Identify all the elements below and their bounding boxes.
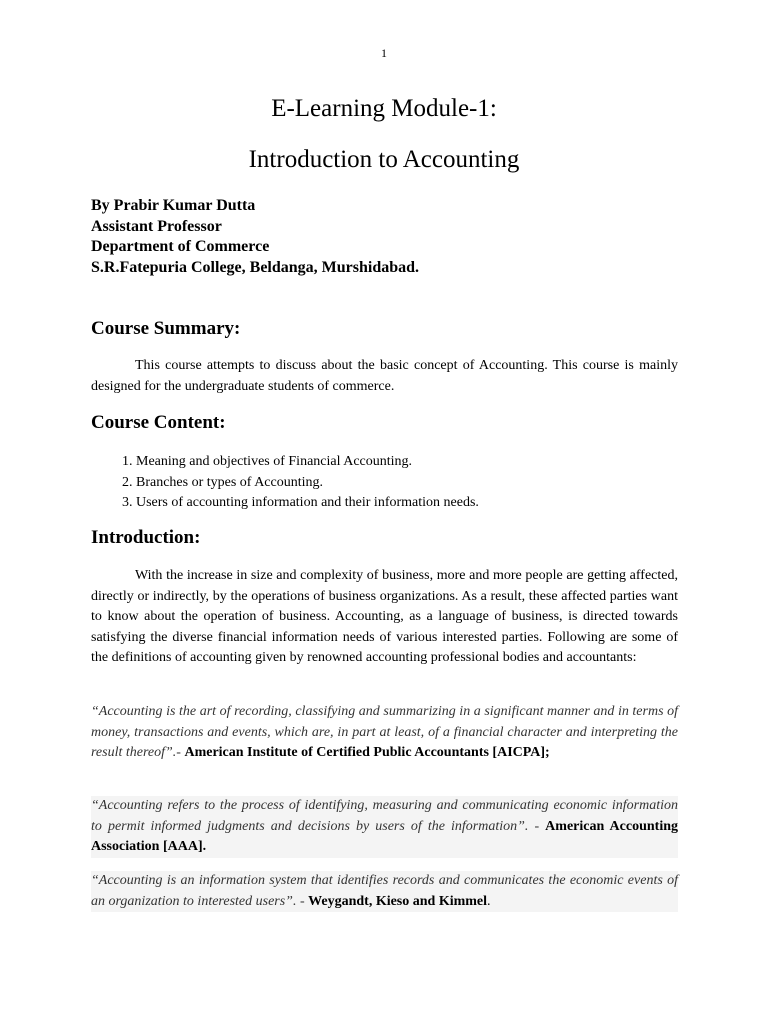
list-item: 3. Users of accounting information and their information needs. [136,493,479,514]
definition-aaa [91,796,678,858]
course-content-list [91,452,479,514]
module-title: E-Learning Module-1: [271,95,497,122]
author-department: Department of Commerce [91,238,270,255]
course-title: Introduction to Accounting [248,146,520,173]
definition-aicpa [91,702,678,764]
course-summary-text: This course attempts to discuss about the basic concept of Accounting. This course is mainly designed for the undergraduate students of commerce. [91,358,678,394]
definition-source: American Accounting Association [AAA]. [91,818,678,855]
author-name: By Prabir Kumar Dutta [91,197,256,214]
definition-after: . [487,893,491,909]
author-position: Assistant Professor [91,217,222,235]
introduction-heading: Introduction: [91,527,201,548]
definition-weygandt [91,871,678,912]
page-number: 1 [381,46,387,60]
definition-quote: “Accounting is an information system that identifies records and communicates the economic events of an organization to interested users”. - [91,873,678,909]
definition-quote: “Accounting refers to the process of identifying, measuring and communicating economic information to permit informed judgments and decisions by users of the information”. - [91,798,678,834]
definition-source: American Institute of Certified Public Accountants [AICPA]; [184,745,550,761]
list-item: 2. Branches or types of Accounting. [136,473,479,494]
definition-quote: “Accounting is the art of recording, classifying and summarizing in a significant manner and in terms of money, transactions and events, which are, in part at least, of a financial character and interpreting the result thereof”.- [91,704,678,761]
definition-source: Weygandt, Kieso and Kimmel [308,893,488,909]
list-item: 1. Meaning and objectives of Financial Accounting. [136,452,479,473]
course-summary-heading: Course Summary: [91,318,241,339]
author-college: S.R.Fatepuria College, Beldanga, Murshidabad. [91,258,420,276]
author-block [91,196,419,278]
course-content-heading: Course Content: [91,412,226,433]
introduction-text: With the increase in size and complexity of business, more and more people are getting affected, directly or indirectly, by the operations of business organizations. As a result, these affected parties want to know about the operation of business. Accounting, as a language of business, is directed towards satisfying the diverse financial information needs of various interested parties. Following are some of the definitions of accounting given by renowned accounting professional bodies and accountants: [91,568,678,666]
